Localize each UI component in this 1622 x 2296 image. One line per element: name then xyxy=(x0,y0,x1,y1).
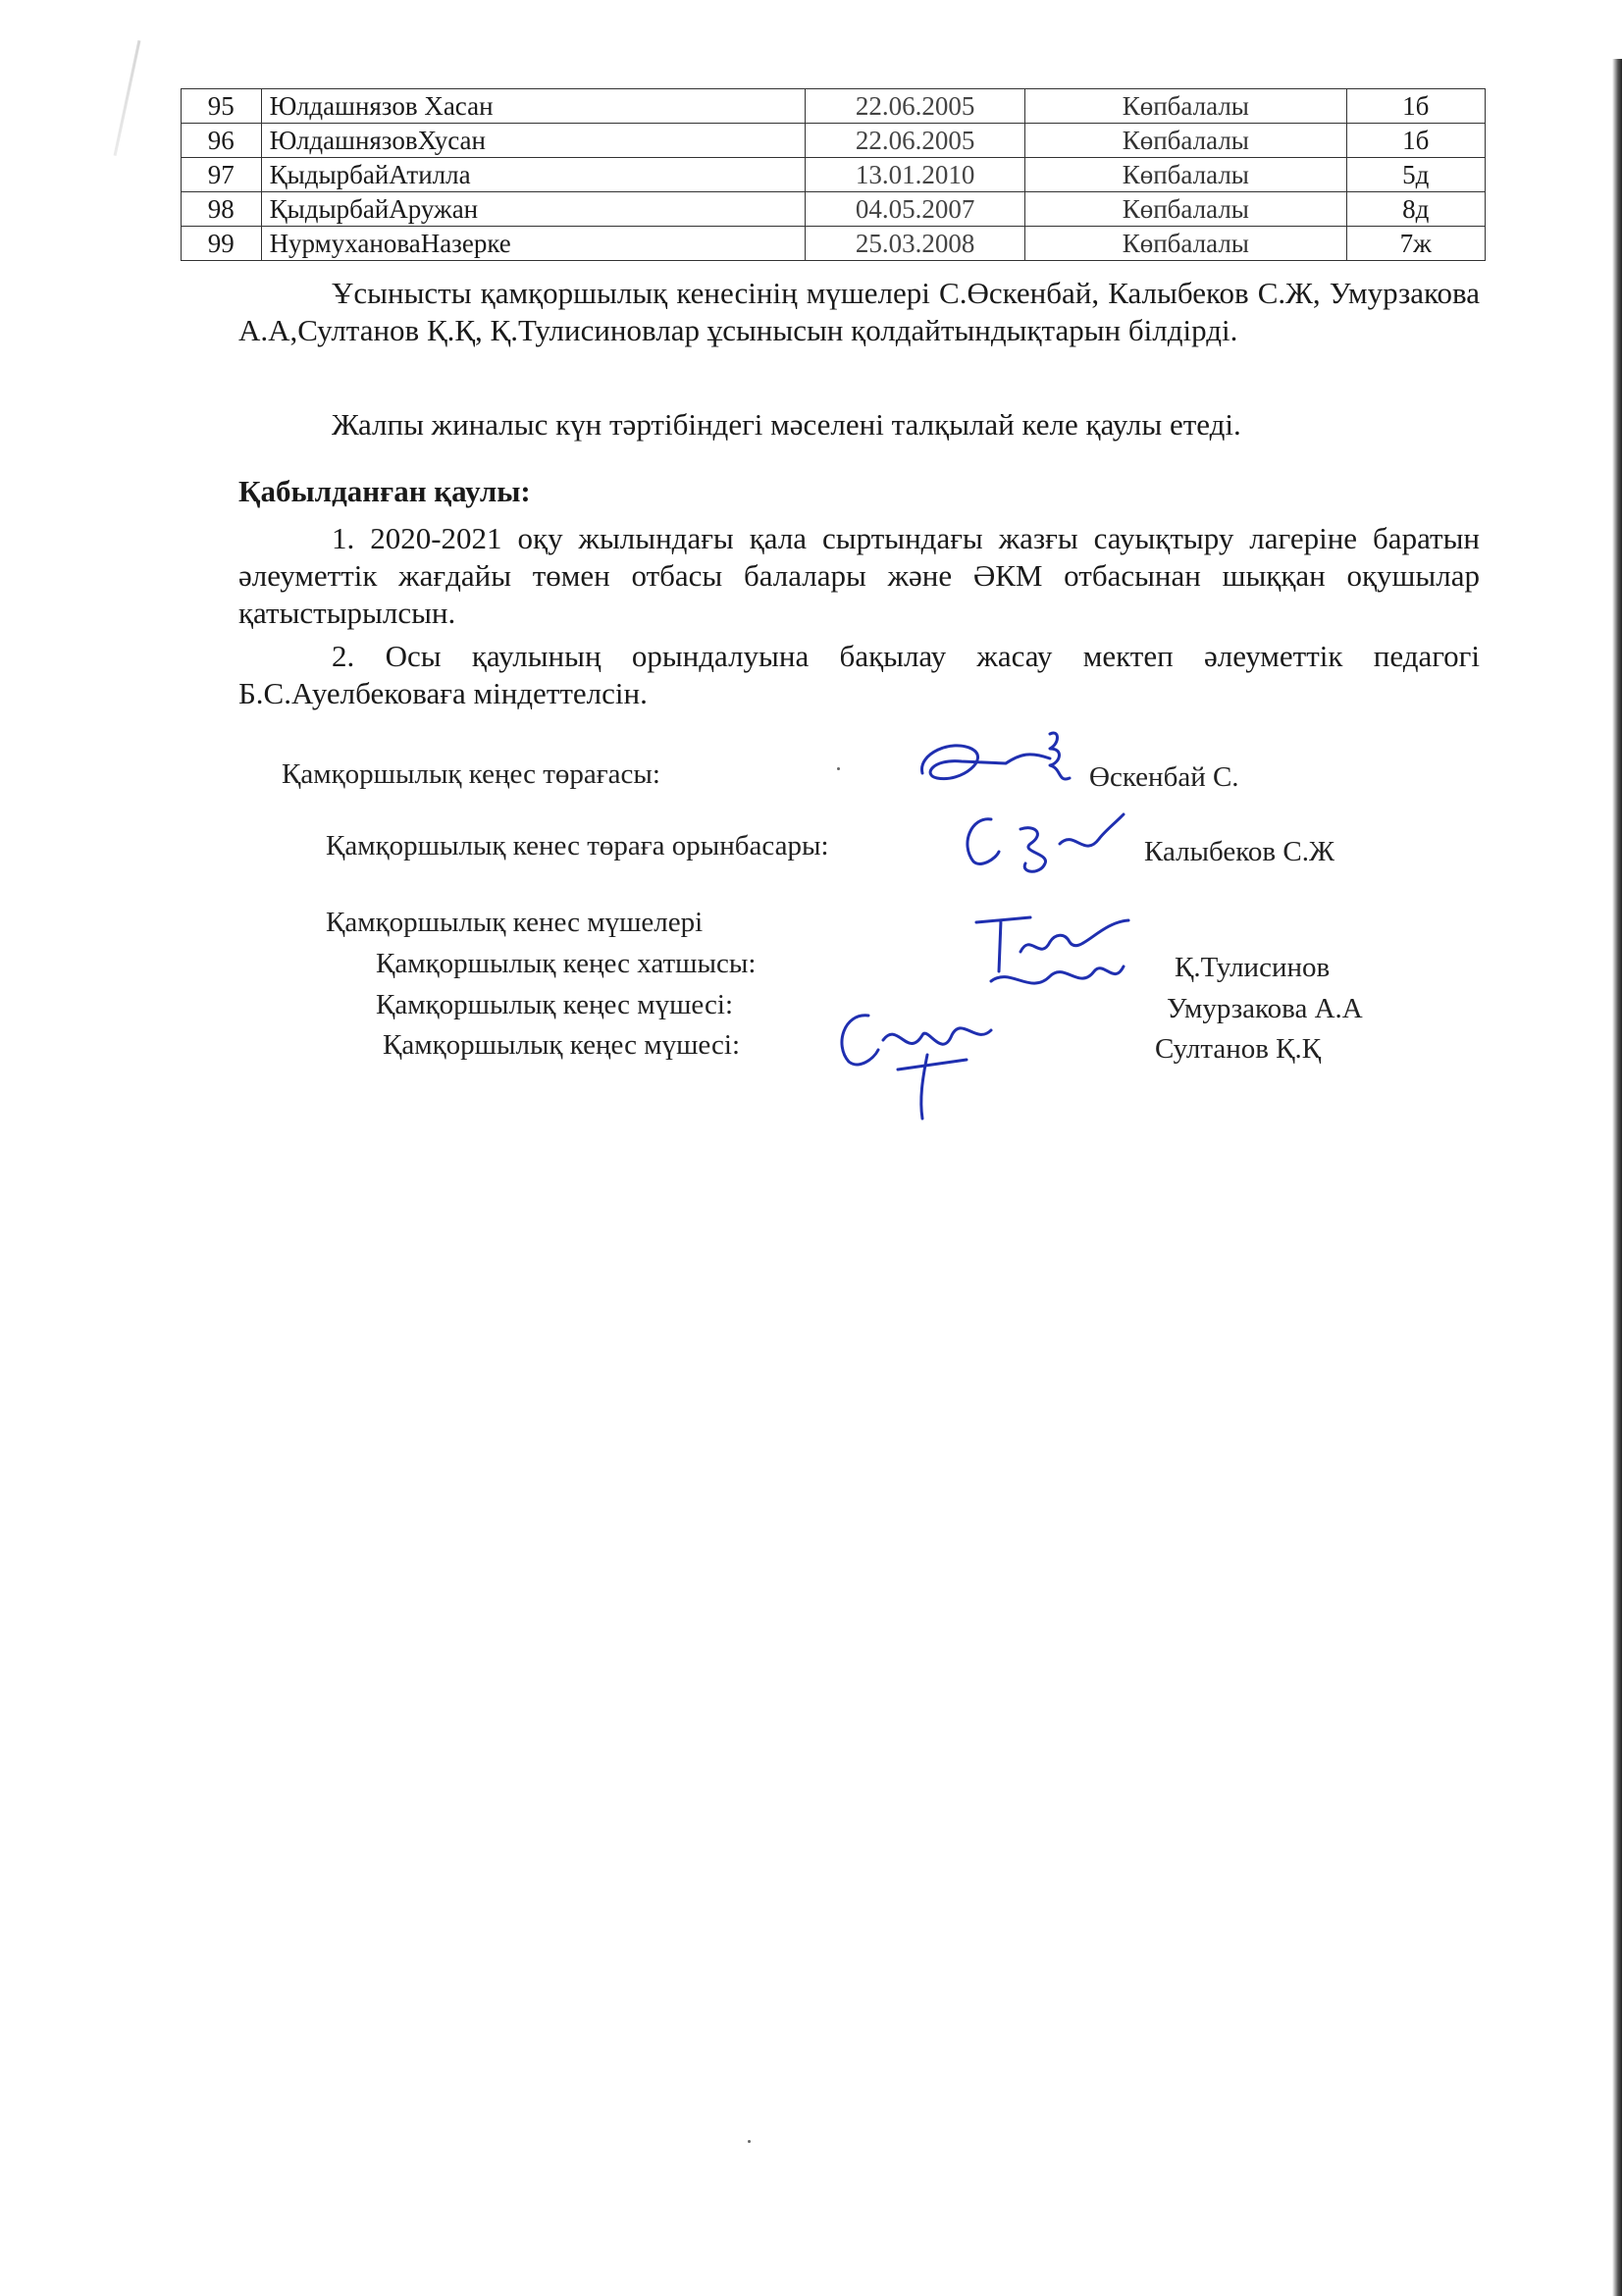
table-row xyxy=(182,124,1486,158)
birth-date: 22.06.2005 xyxy=(806,124,1025,158)
member-2-label: Қамқоршылық кеңес мүшесі: xyxy=(383,1029,741,1061)
birth-date: 13.01.2010 xyxy=(806,158,1025,192)
birth-date: 22.06.2005 xyxy=(806,89,1025,124)
secretary-name: Қ.Тулисинов xyxy=(1175,952,1331,983)
students-table xyxy=(181,88,1486,261)
student-name: ҚыдырбайАтилла xyxy=(261,158,806,192)
family-status: Көпбалалы xyxy=(1025,158,1346,192)
birth-date: 04.05.2007 xyxy=(806,192,1025,227)
resolution-item-1: 1. 2020-2021 оқу жылындағы қала сыртындағы жазғы сауықтыру лагеріне баратын әлеуметтік жағдайы төмен отбасы балалары және ӘКМ отбасынан шыққан оқушылар қатыстырылсын. xyxy=(238,521,1480,630)
scan-artifact-right xyxy=(1612,59,1622,2296)
row-number: 97 xyxy=(182,158,262,192)
vice-chair-label: Қамқоршылық кенес төраға орынбасары: xyxy=(326,830,829,861)
secretary-signature xyxy=(971,913,1138,1011)
family-status: Көпбалалы xyxy=(1025,227,1346,261)
class-grade: 5д xyxy=(1346,158,1486,192)
vice-chair-signature xyxy=(952,805,1138,883)
members-label: Қамқоршылық кенес мүшелері xyxy=(326,907,704,938)
row-number: 96 xyxy=(182,124,262,158)
student-name: ЮлдашнязовХусан xyxy=(261,124,806,158)
member-1-name: Умурзакова А.А xyxy=(1167,993,1363,1024)
scan-speck xyxy=(837,767,840,770)
student-name: Юлдашнязов Хасан xyxy=(261,89,806,124)
class-grade: 8д xyxy=(1346,192,1486,227)
class-grade: 1б xyxy=(1346,124,1486,158)
resolution-item-2: 2. Осы қаулының орындалуына бақылау жасау мектеп әлеуметтік педагогі Б.С.Ауелбековаға міндеттелсін. xyxy=(238,639,1480,710)
scan-artifact-left xyxy=(114,40,141,156)
family-status: Көпбалалы xyxy=(1025,192,1346,227)
birth-date: 25.03.2008 xyxy=(806,227,1025,261)
student-name: ҚыдырбайАружан xyxy=(261,192,806,227)
row-number: 99 xyxy=(182,227,262,261)
row-number: 95 xyxy=(182,89,262,124)
row-number: 98 xyxy=(182,192,262,227)
table-row xyxy=(182,158,1486,192)
secretary-label: Қамқоршылық кеңес хатшысы: xyxy=(376,948,757,979)
table-row xyxy=(182,89,1486,124)
member-signature xyxy=(829,1001,1025,1128)
scan-speck xyxy=(748,2140,751,2143)
vice-chair-name: Калыбеков С.Ж xyxy=(1144,836,1334,867)
chair-name: Өскенбай С. xyxy=(1089,761,1239,793)
general-paragraph: Жалпы жиналыс күн тәртібіндегі мәселені талқылай келе қаулы етеді. xyxy=(332,407,1241,442)
class-grade: 7ж xyxy=(1346,227,1486,261)
class-grade: 1б xyxy=(1346,89,1486,124)
family-status: Көпбалалы xyxy=(1025,89,1346,124)
member-2-name: Султанов Қ.Қ xyxy=(1155,1033,1322,1065)
family-status: Көпбалалы xyxy=(1025,124,1346,158)
chair-signature xyxy=(913,724,1089,803)
table-row xyxy=(182,227,1486,261)
student-name: НурмухановаНазерке xyxy=(261,227,806,261)
support-paragraph: Ұсынысты қамқоршылық кенесінің мүшелері С.Өскенбай, Калыбеков С.Ж, Умурзакова А.А,Султанов Қ.Қ, Қ.Тулисиновлар ұсынысын қолдайтындықтарын білдірді. xyxy=(238,276,1480,347)
chair-label: Қамқоршылық кеңес төрағасы: xyxy=(282,758,660,790)
resolution-heading: Қабылданған қаулы: xyxy=(238,474,531,508)
member-1-label: Қамқоршылық кеңес мүшесі: xyxy=(376,989,734,1020)
table-row xyxy=(182,192,1486,227)
